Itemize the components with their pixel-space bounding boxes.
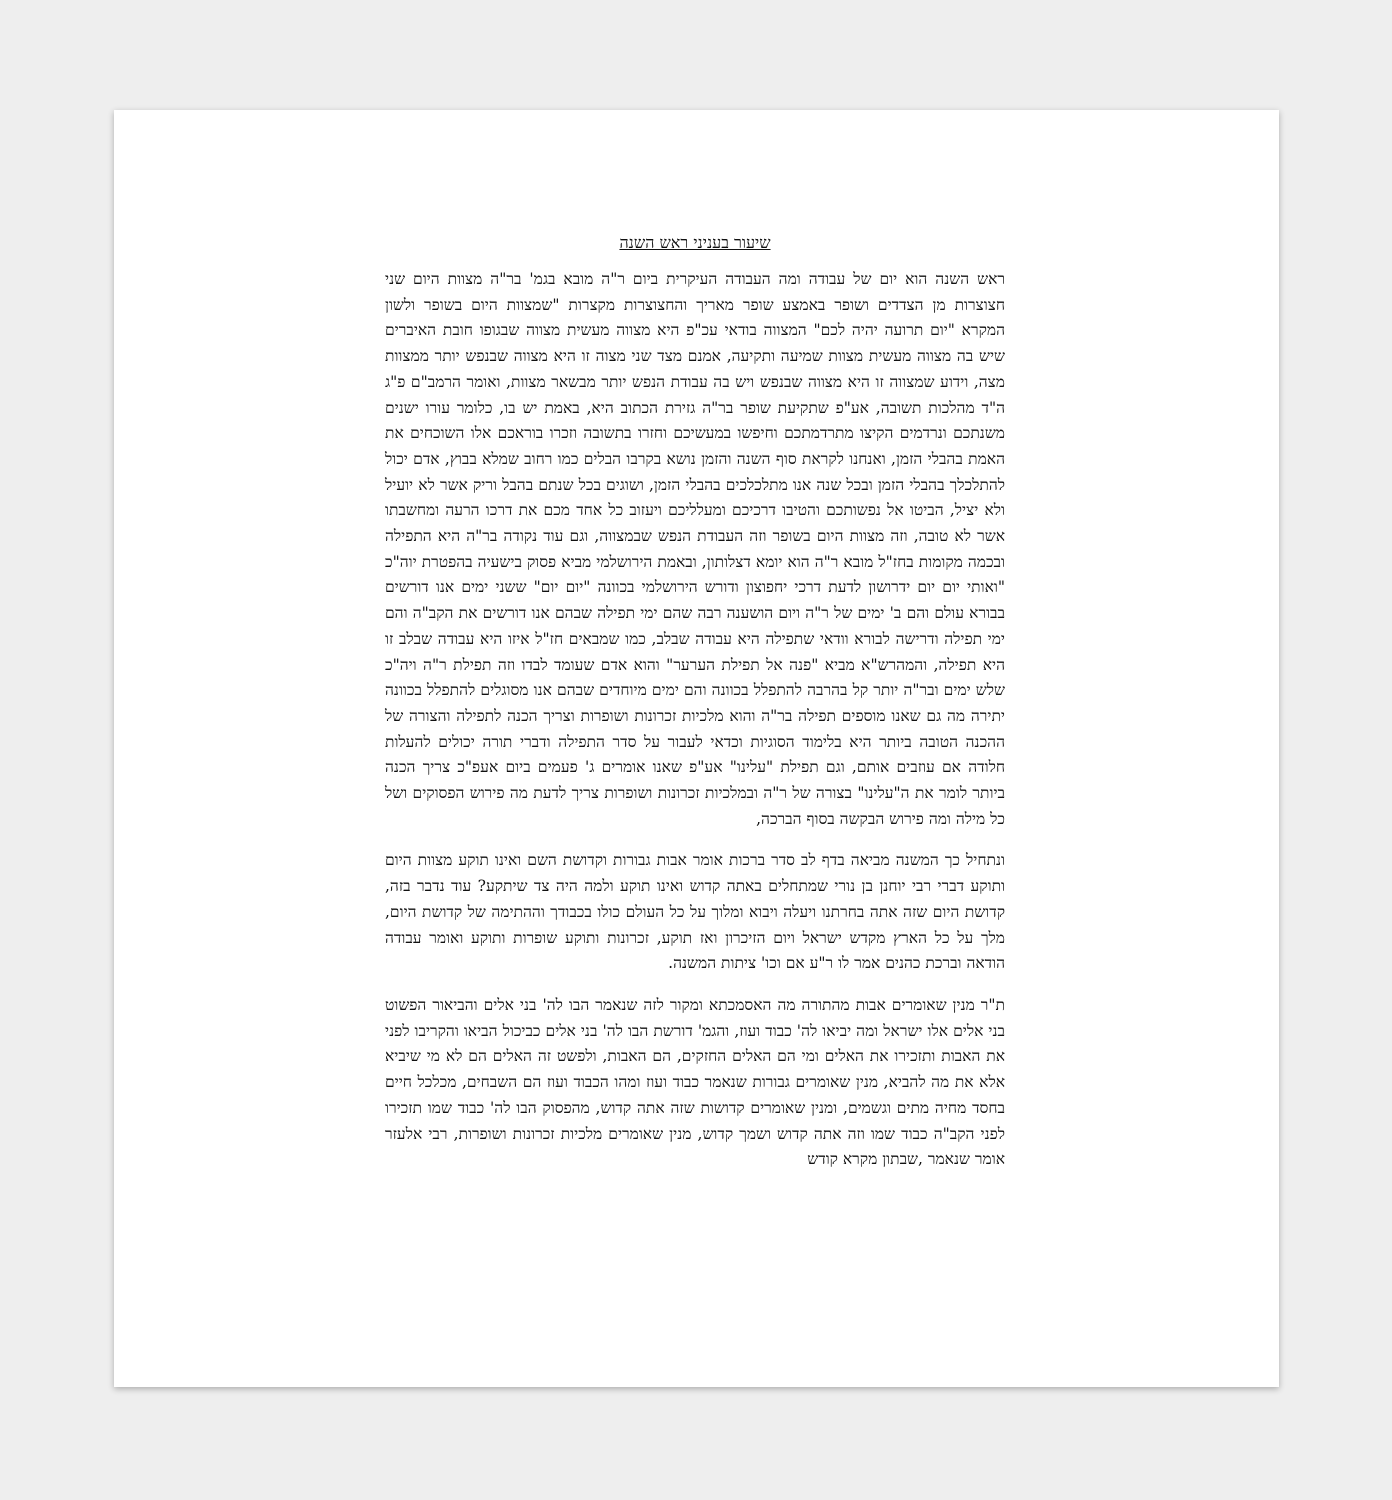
paragraph-2: ונתחיל כך המשנה מביאה בדף לב סדר ברכות אומר אבות גבורות וקדושת השם ואינו תוקע מצוות היום ותוקע דברי רבי יוחנן בן נורי שמתחלים באתה קדוש ואינו תוקע ולמה היה צד שיתקע? עוד נדבר בזה, קדושת היום שזה אתה בחרתנו ויעלה ויבוא ומלוך על כל העולם כולו בכבודך וההתימה של קדושת היום, מלך על כל הארץ מקדש ישראל ויום הזיכרון ואז תוקע, זכרונות ותוקע שופרות ותוקע ואומר עבודה הודאה וברכת כהנים אמר לו ר"ע אם וכו' ציתות המשנה. [385,851,1005,973]
document-page [114,110,1279,1387]
paragraph-1: ראש השנה הוא יום של עבודה ומה העבודה העיקרית ביום ר"ה מובא בגמ' בר"ה מצוות היום שני חצוצרות מן הצדדים ושופר באמצע שופר מאריך והחצוצרות מקצרות "שמצוות היום בשופר ולשון המקרא "יום תרועה יהיה לכם" המצווה בודאי עכ"פ היא מצווה מעשית מצווה שבגופו חובת האיברים שיש בה מצווה מעשית מצוות שמיעה ותקיעה, אמנם מצד שני מצוה זו היא מצווה שבנפש יותר ממצוות מצה, וידוע שמצווה זו היא מצווה שבנפש ויש בה עבודת הנפש יותר מבשאר מצוות, ואומר הרמב"ם פ"ג ה"ד מהלכות תשובה, אע"פ שתקיעת שופר בר"ה גזירת הכתוב היא, באמת יש בו, כלומר עורו ישנים משנתכם ונרדמים הקיצו מתרדמתכם וחיפשו במעשיכם וחזרו בתשובה וזכרו בוראכם אלו השוכחים את האמת בהבלי הזמן, ואנחנו לקראת סוף השנה והזמן נושא בקרבו הבלים כמו רחוב שמלא בבוץ, אדם יכול להתלכלך בהבלי הזמן ובכל שנה אנו מתלכלכים בהבלי הזמן, ושוגים בכל שנתם בהבל וריק אשר לא יועיל ולא יציל, הביטו אל נפשותכם והטיבו דרכיכם ומעלליכם ויעזוב כל אחד מכם את דרכו הרעה ומחשבתו אשר לא טובה, וזה מצוות היום בשופר וזה העבודת הנפש שבמצווה, וגם עוד נקודה בר"ה היא התפילה ובכמה מקומות בחז"ל מובא ר"ה הוא יומא דצלותון, ובאמת הירושלמי מביא פסוק בישעיה בהפטרת יוה"כ "ואותי יום יום ידרושון לדעת דרכי יחפוצון ודורש הירושלמי בכוונה "יום יום" ששני ימים אנו דורשים בבורא עולם והם ב' ימים של ר"ה ויום הושענה רבה שהם ימי תפילה שבהם אנו דורשים את הקב"ה והם ימי תפילה ודרישה לבורא וודאי שתפילה היא עבודה שבלב, כמו שמבאים חז"ל איזו היא עבודה שבלב זו היא תפילה, והמהרש"א מביא "פנה אל תפילת הערער" והוא אדם שעומד לבדו וזה תפילת ר"ה ויה"כ שלש ימים ובר"ה יותר קל בהרבה להתפלל בכוונה והם ימים מיוחדים שבהם אנו מסוגלים להתפלל בכוונה יתירה מה גם שאנו מוספים תפילה בר"ה והוא מלכיות זכרונות ושופרות וצריך הכנה לתפילה והצורה של ההכנה הטובה ביותר היא בלימוד הסוגיות וכדאי לעבור על סדר התפילה ודברי תורה יכולים להעלות חלודה אם עוזבים אותם, וגם תפילת "עלינו" אע"פ שאנו אומרים ג' פעמים ביום אעפ"כ צריך הכנה ביותר לומר את ה"עלינו" בצורה של ר"ה ובמלכיות זכרונות ושופרות צריך לדעת מה פירוש הפסוקים ושל כל מילה ומה פירוש הבקשה בסוף הברכה, [385,270,1005,828]
document-title: שיעור בעניני ראש השנה [619,233,771,252]
document-body [385,230,1005,1189]
paragraph-3: ת"ר מנין שאומרים אבות מהתורה מה האסמכתא ומקור לזה שנאמר הבו לה' בני אלים והביאור הפשוט בני אלים אלו ישראל ומה יביאו לה' כבוד ועוז, והגמ' דורשת הבו לה' בני אלים כביכול הביאו והקריבו לפני את האבות ותזכירו את האלים ומי הם האלים החזקים, הם האבות, ולפשט זה האלים הם לא מי שיביא אלא את מה להביא, מנין שאומרים גבורות שנאמר כבוד ועוז ומהו הכבוד ועוז הם השבחים, מכלכל חיים בחסד מחיה מתים וגשמים, ומנין שאומרים קדושות שזה אתה קדוש, מהפסוק הבו לה' כבוד שמו תזכירו לפני הקב"ה כבוד שמו וזה אתה קדוש ושמך קדוש, מנין שאומרים מלכיות זכרונות ושופרות, רבי אלעזר אומר שנאמר ,שבתון מקרא קודש [385,995,1005,1169]
